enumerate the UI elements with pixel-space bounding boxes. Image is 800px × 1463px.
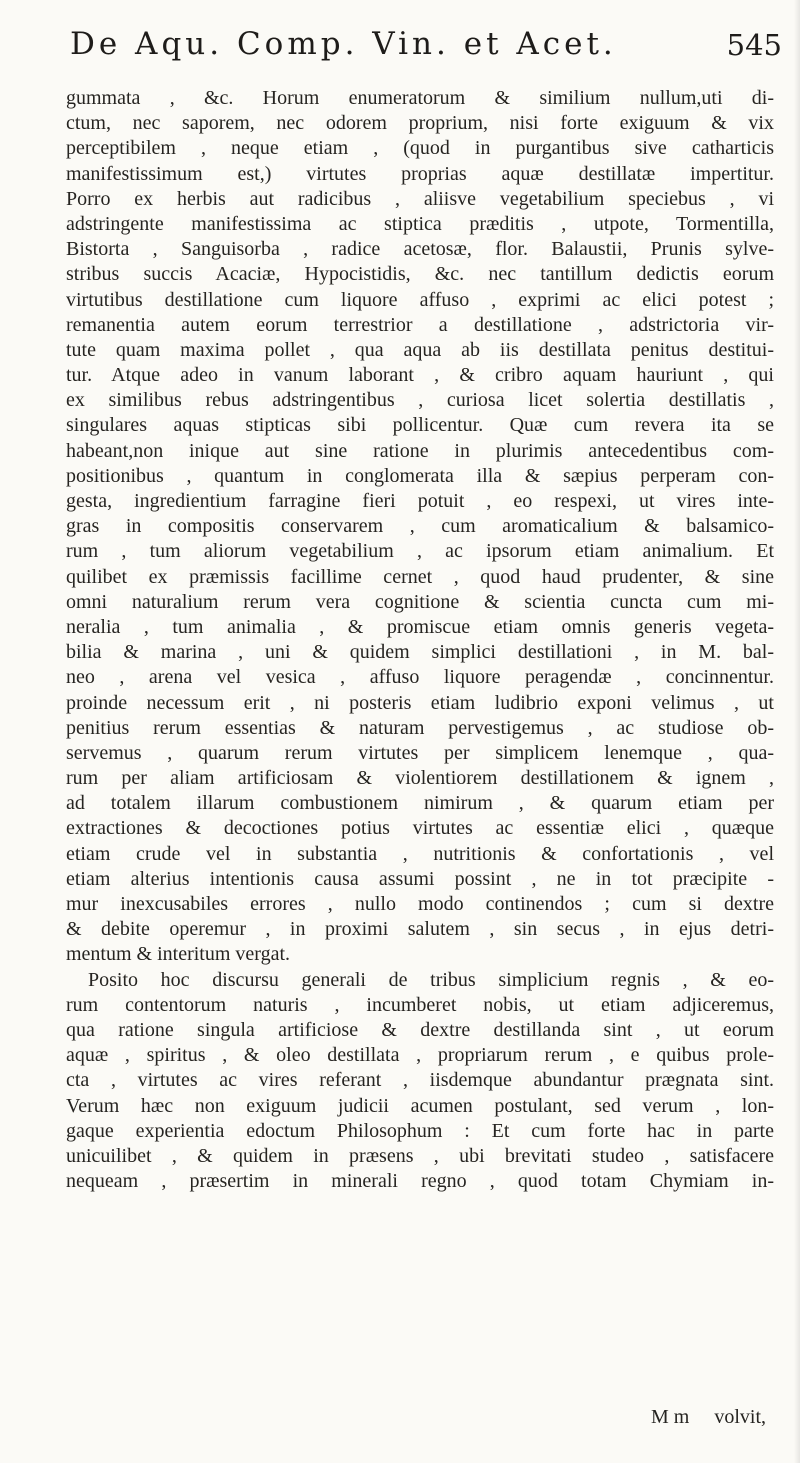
text-line: virtutibus destillatione cum liquore affuso , exprimi ac elici potest ; (66, 288, 774, 311)
text-line: tur. Atque adeo in vanum laborant , & cribro aquam hauriunt , qui (66, 364, 774, 387)
text-line: rum contentorum naturis , incumberet nobis, ut etiam adjiceremus, (66, 993, 774, 1016)
catchword: volvit, (714, 1406, 766, 1428)
text-line: omni naturalium rerum vera cognitione & scientia cuncta cum mi- (66, 590, 774, 613)
body-text (66, 86, 774, 1428)
text-line: extractiones & decoctiones potius virtutes ac essentiæ elici , quæque (66, 817, 774, 840)
text-line: stribus succis Acaciæ, Hypocistidis, &c. nec tantillum dedictis eorum (66, 263, 774, 286)
text-line: rum , tum aliorum vegetabilium , ac ipsorum etiam animalium. Et (66, 540, 774, 563)
text-line: singulares aquas stipticas sibi pollicentur. Quæ cum revera ita se (66, 414, 774, 437)
text-line: remanentia autem eorum terrestrior a destillatione , adstrictoria vir- (66, 313, 774, 336)
text-line: Bistorta , Sanguisorba , radice acetosæ, flor. Balaustii, Prunis sylve- (66, 238, 774, 261)
text-line: gummata , &c. Horum enumeratorum & similium nullum,uti di- (66, 87, 774, 109)
text-line: adstringente manifestissima ac stiptica præditis , utpote, Tormentilla, (66, 212, 774, 235)
text-line: cta , virtutes ac vires referant , iisdemque abundantur prægnata sint. (66, 1069, 774, 1092)
signature-mark: M m (651, 1406, 690, 1428)
text-line: ex similibus rebus adstringentibus , curiosa licet solertia destillatis , (66, 389, 774, 412)
text-line: servemus , quarum rerum virtutes per simplicem lenemque , qua- (66, 741, 774, 764)
text-line: perceptibilem , neque etiam , (quod in purgantibus sive catharticis (66, 137, 774, 160)
text-line: gesta, ingredientium farragine fieri potuit , eo respexi, ut vires inte- (66, 490, 774, 512)
text-line: gras in compositis conservarem , cum aromaticalium & balsamico- (66, 515, 774, 538)
page-footer (66, 1405, 774, 1431)
text-line: etiam alterius intentionis causa assumi possint , ne in tot præcipite - (66, 867, 774, 890)
text-line: penitius rerum essentias & naturam pervestigemus , ac studiose ob- (66, 716, 774, 739)
page-edge-shadow (794, 0, 800, 1463)
text-line: quilibet ex præmissis facillime cernet , quod haud prudenter, & sine (66, 565, 774, 588)
text-line: positionibus , quantum in conglomerata illa & sæpius perperam con- (66, 464, 774, 487)
text-line: nequeam , præsertim in minerali regno , quod totam Chymiam in- (66, 1170, 774, 1193)
text-line: proinde necessum erit , ni posteris etiam ludibrio exponi velimus , ut (66, 691, 774, 714)
text-line: manifestissimum est,) virtutes proprias aquæ destillatæ impertitur. (66, 162, 774, 185)
text-line: bilia & marina , uni & quidem simplici destillationi , in M. bal- (66, 641, 774, 664)
running-head: De Aqu. Comp. Vin. et Acet. (70, 26, 617, 62)
text-line: neralia , tum animalia , & promiscue etiam omnis generis vegeta- (66, 615, 774, 638)
page-number: 545 (726, 28, 782, 62)
text-line: habeant,non inique aut sine ratione in plurimis antecedentibus com- (66, 439, 774, 462)
text-line: mentum & interitum vergat. (66, 943, 291, 966)
text-line: rum per aliam artificiosam & violentiorem destillationem & ignem , (66, 767, 774, 790)
text-line: Posito hoc discursu generali de tribus simplicium regnis , & eo- (88, 968, 774, 991)
text-line: unicuilibet , & quidem in præsens , ubi brevitati studeo , satisfacere (66, 1144, 774, 1167)
text-line: ctum, nec saporem, nec odorem proprium, nisi forte exiguum & vix (66, 112, 774, 135)
text-line: neo , arena vel vesica , affuso liquore peragendæ , concinnentur. (66, 666, 774, 689)
page-header (70, 26, 790, 76)
text-line: ad totalem illarum combustionem nimirum , & quarum etiam per (66, 792, 774, 815)
text-line: tute quam maxima pollet , qua aqua ab iis destillata penitus destitui- (66, 338, 774, 361)
text-line: Porro ex herbis aut radicibus , aliisve vegetabilium speciebus , vi (66, 187, 774, 210)
text-line: etiam crude vel in substantia , nutritionis & confortationis , vel (66, 842, 774, 865)
text-line: mur inexcusabiles errores , nullo modo continendos ; cum si dextre (66, 893, 774, 915)
text-line: Verum hæc non exiguum judicii acumen postulant, sed verum , lon- (66, 1094, 774, 1117)
text-line: qua ratione singula artificiose & dextre destillanda sint , ut eorum (66, 1018, 774, 1041)
text-line: aquæ , spiritus , & oleo destillata , propriarum rerum , e quibus prole- (66, 1044, 774, 1067)
text-line: & debite operemur , in proximi salutem , sin secus , in ejus detri- (66, 918, 774, 941)
text-line: gaque experientia edoctum Philosophum : Et cum forte hac in parte (66, 1119, 774, 1142)
